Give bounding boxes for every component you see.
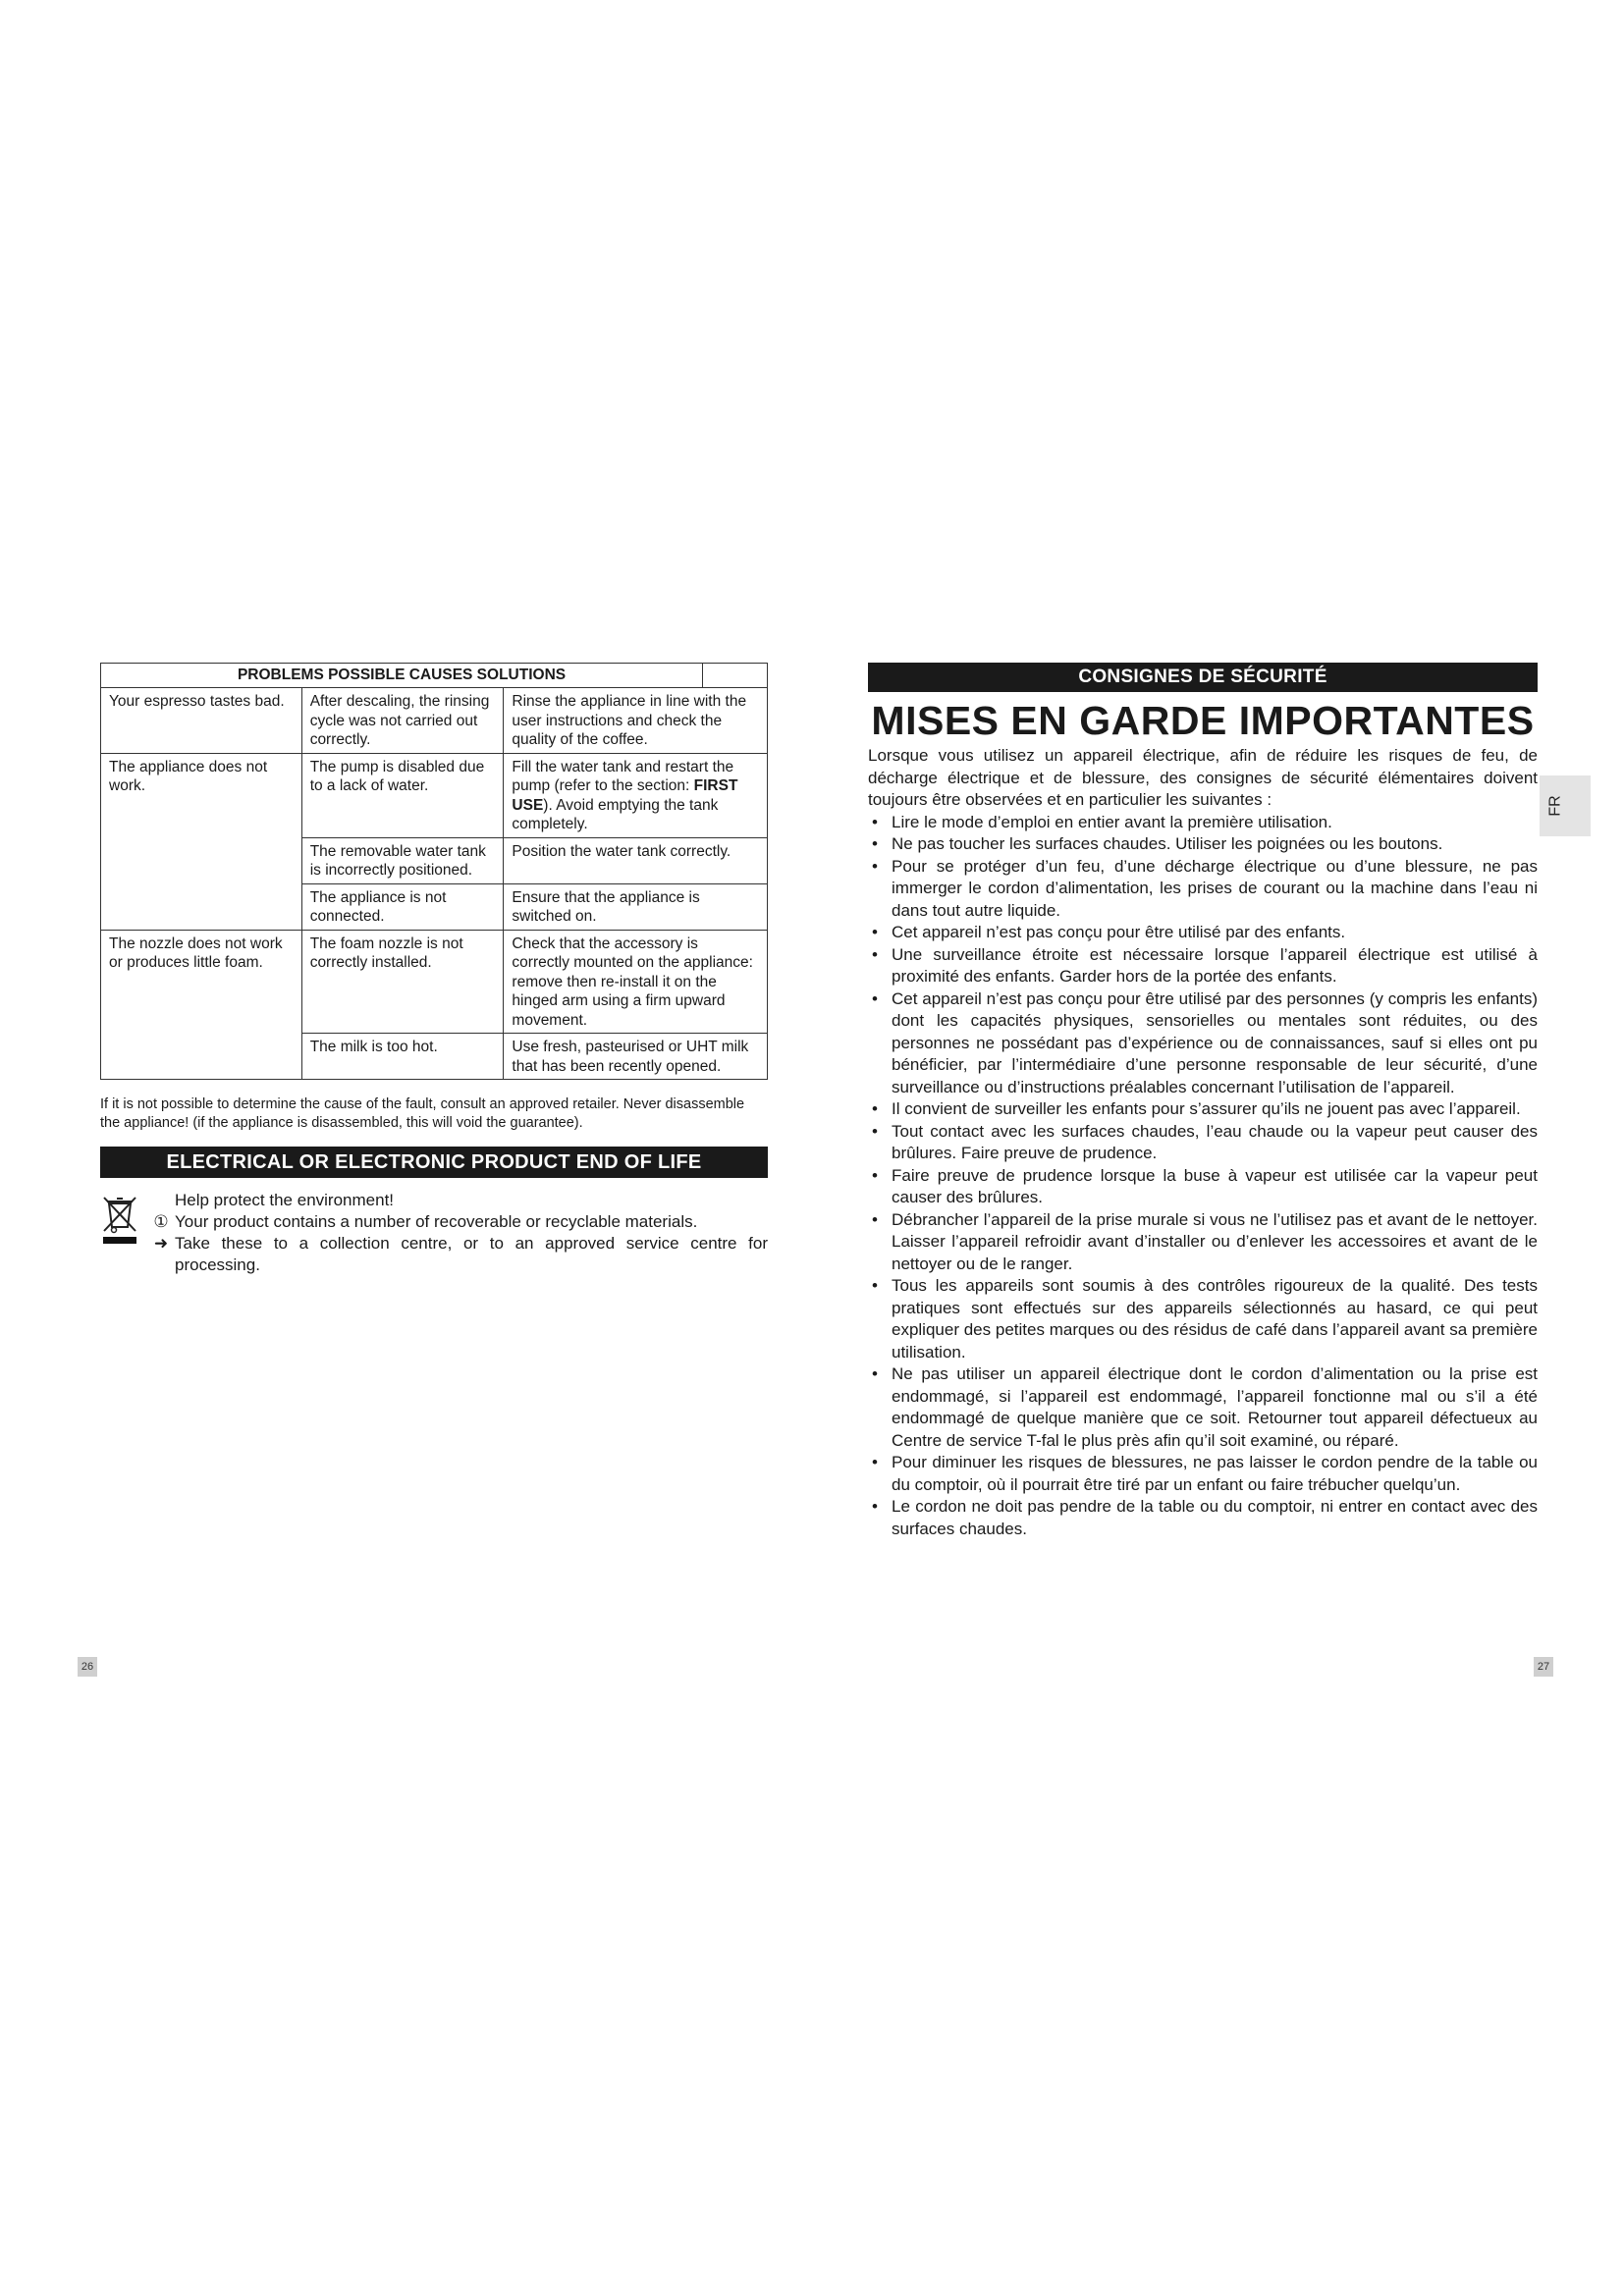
safety-list bbox=[868, 812, 1538, 1541]
safety-list-item: • Il convient de surveiller les enfants pour s’assurer qu’ils ne jouent pas avec l’appareil. bbox=[868, 1098, 1538, 1121]
right-page bbox=[868, 663, 1538, 1540]
solution-cell: Ensure that the appliance is switched on. bbox=[504, 883, 768, 930]
safety-list-item: • Le cordon ne doit pas pendre de la table ou du comptoir, ni entrer en contact avec des surfaces chaudes. bbox=[868, 1496, 1538, 1540]
weee-bin-icon bbox=[100, 1194, 139, 1245]
safety-list-item: • Faire preuve de prudence lorsque la buse à vapeur est utilisée car la vapeur peut causer des brûlures. bbox=[868, 1165, 1538, 1209]
cause-cell: The pump is disabled due to a lack of water. bbox=[301, 753, 504, 837]
table-row bbox=[101, 688, 768, 754]
safety-list-item: • Pour diminuer les risques de blessures, ne pas laisser le cordon pendre de la table ou du comptoir, où il pourrait être tiré par un enfant ou faire trébucher quelqu’un. bbox=[868, 1452, 1538, 1496]
problem-cell: The appliance does not work. bbox=[101, 753, 302, 930]
arrow-icon: ➜ bbox=[153, 1234, 169, 1253]
problem-cell: Your espresso tastes bad. bbox=[101, 688, 302, 754]
intro-paragraph: Lorsque vous utilisez un appareil électrique, afin de réduire les risques de feu, de décharge électrique et de blessure, des consignes de sécurité élémentaires doivent toujours être observées et en particulier les suivantes : bbox=[868, 746, 1538, 809]
safety-list-item: • Cet appareil n’est pas conçu pour être utilisé par des personnes (y compris les enfants) dont les capacités physiques, sensorielles ou mentales sont réduites, ou des personnes ne possédant pas d’expérience ou de connaissances, sauf si elles ont pu bénéficier, par l’intermédiaire d’une personne responsable de leur sécurité, d’une surveillance ou d’instructions préalables concernant l’utilisation de l’appareil. bbox=[868, 988, 1538, 1099]
solution-cell: Check that the accessory is correctly mounted on the appliance: remove then re-install it on the hinged arm using a firm upward movement. bbox=[504, 930, 768, 1034]
disassembly-note: If it is not possible to determine the cause of the fault, consult an approved retailer. Never disassemble the appliance! (if the appliance is disassembled, this will void the guarantee). bbox=[100, 1096, 745, 1131]
page-number-right: 27 bbox=[1534, 1657, 1553, 1677]
page-title: MISES EN GARDE IMPORTANTES bbox=[871, 698, 1535, 743]
safety-list-item: • Ne pas utiliser un appareil électrique dont le cordon d’alimentation ou la prise est endommagé, si l’appareil est endommagé, l’appareil fonctionne mal ou s’il a été endommagé de quelque manière que ce soit. Retourner tout appareil défectueux au Centre de service T-fal le plus près afin qu’il soit examiné, ou réparé. bbox=[868, 1363, 1538, 1452]
solution-cell: Rinse the appliance in line with the user instructions and check the quality of the coffee. bbox=[504, 688, 768, 754]
solution-bold: FIRST USE bbox=[512, 777, 738, 814]
solution-text: Fill the water tank and restart the pump (refer to the section: bbox=[512, 758, 734, 794]
env-line: Take these to a collection centre, or to an approved service centre for processing. bbox=[175, 1234, 768, 1274]
safety-list-item: • Ne pas toucher les surfaces chaudes. Utiliser les poignées ou les boutons. bbox=[868, 833, 1538, 856]
env-line: Your product contains a number of recoverable or recyclable materials. bbox=[175, 1212, 698, 1231]
safety-list-item: • Une surveillance étroite est nécessaire lorsque l’appareil électrique est utilisé à proximité des enfants. Garder hors de la portée des enfants. bbox=[868, 944, 1538, 988]
table-header: PROBLEMS POSSIBLE CAUSES SOLUTIONS bbox=[101, 664, 703, 688]
solution-cell: Position the water tank correctly. bbox=[504, 837, 768, 883]
solution-cell: Use fresh, pasteurised or UHT milk that has been recently opened. bbox=[504, 1034, 768, 1080]
safety-list-item: • Pour se protéger d’un feu, d’une décharge électrique ou d’une blessure, ne pas immerger le cordon d’alimentation, les prises de courant ou la machine dans l’eau ni dans tout autre liquide. bbox=[868, 856, 1538, 923]
language-tab bbox=[1540, 775, 1591, 836]
page-number-left: 26 bbox=[78, 1657, 97, 1677]
solution-cell bbox=[504, 753, 768, 837]
solution-text: ). Avoid emptying the tank completely. bbox=[512, 796, 719, 832]
environment-text bbox=[147, 1190, 768, 1276]
left-page bbox=[100, 663, 768, 1278]
cause-cell: The foam nozzle is not correctly installed. bbox=[301, 930, 504, 1034]
safety-list-item: • Lire le mode d’emploi en entier avant la première utilisation. bbox=[868, 812, 1538, 834]
safety-list-item: • Tout contact avec les surfaces chaudes, l’eau chaude ou la vapeur peut causer des brûlures. Faire preuve de prudence. bbox=[868, 1121, 1538, 1165]
cause-cell: The removable water tank is incorrectly positioned. bbox=[301, 837, 504, 883]
recycle-icon: ① bbox=[153, 1212, 169, 1231]
problem-cell: The nozzle does not work or produces little foam. bbox=[101, 930, 302, 1080]
safety-list-item: • Tous les appareils sont soumis à des contrôles rigoureux de la qualité. Des tests pratiques sont effectués sur des appareils sélectionnés au hasard, ce qui peut expliquer des petites marques ou des résidus de café dans l’appareil avant sa première utilisation. bbox=[868, 1275, 1538, 1363]
safety-banner: CONSIGNES DE SÉCURITÉ bbox=[868, 663, 1538, 692]
table-header-empty bbox=[703, 664, 768, 688]
cause-cell: After descaling, the rinsing cycle was not carried out correctly. bbox=[301, 688, 504, 754]
table-row bbox=[101, 930, 768, 1034]
language-label: FR bbox=[1546, 795, 1564, 817]
table-row bbox=[101, 753, 768, 837]
end-of-life-banner: ELECTRICAL OR ELECTRONIC PRODUCT END OF LIFE bbox=[100, 1147, 768, 1178]
cause-cell: The appliance is not connected. bbox=[301, 883, 504, 930]
safety-list-item: • Cet appareil n’est pas conçu pour être utilisé par des enfants. bbox=[868, 922, 1538, 944]
environment-section bbox=[100, 1190, 768, 1278]
env-title: Help protect the environment! bbox=[175, 1191, 395, 1209]
cause-cell: The milk is too hot. bbox=[301, 1034, 504, 1080]
troubleshooting-table bbox=[100, 663, 768, 1080]
safety-list-item: • Débrancher l’appareil de la prise murale si vous ne l’utilisez pas et avant de le nettoyer. Laisser l’appareil refroidir avant d’installer ou d’enlever les accessoires et avant de le nettoyer ou de le ranger. bbox=[868, 1209, 1538, 1276]
table-header-row bbox=[101, 664, 768, 688]
